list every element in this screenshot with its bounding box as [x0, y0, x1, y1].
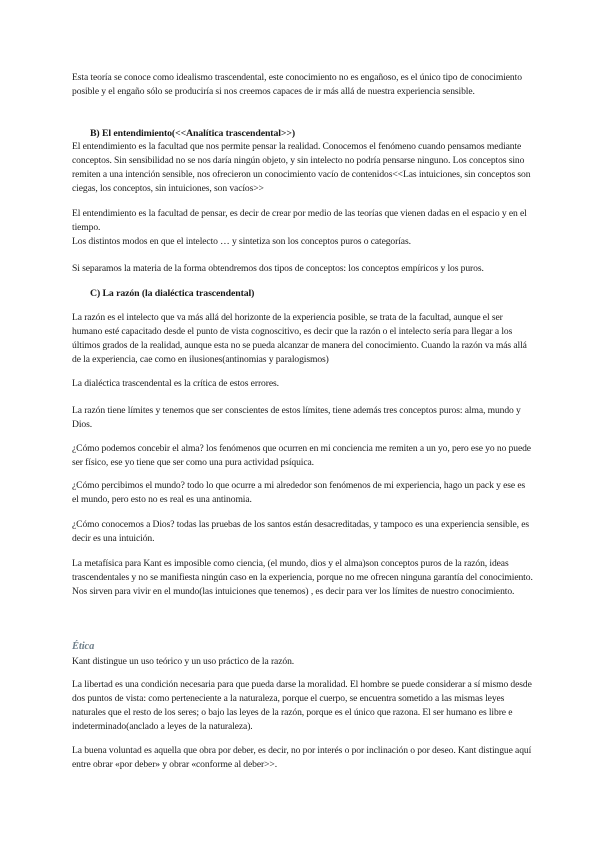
heading-entendimiento: B) El entendimiento(<<Analítica trascendental>>): [90, 128, 296, 139]
paragraph-facultad-pensar: El entendimiento es la facultad de pensar, es decir de crear por medio de las teorías que vienen dadas en el espacio y en el tiempo.: [72, 208, 527, 233]
paragraph-buena-voluntad: La buena voluntad es aquella que obra por deber, es decir, no por interés o por inclinación o por deseo. Kant distingue aquí entre obrar «por deber» y obrar «conforme al deber>>.: [72, 745, 532, 770]
paragraph-libertad: La libertad es una condición necesaria para que pueda darse la moralidad. El hombre se puede considerar a sí mismo desde dos puntos de vista: como perteneciente a la naturaleza, porque el cuerpo, se encuentra sometido a las mismas leyes naturales que el resto de los seres; o bajo las leyes de la razón, porque es el único que razona. El ser humano es libre e indeterminado(anclado a leyes de la naturaleza).: [72, 679, 532, 732]
paragraph-tipos-conceptos: Si separamos la materia de la forma obtendremos dos tipos de conceptos: los conceptos empíricos y los puros.: [72, 263, 484, 274]
paragraph-razon: La razón es el intelecto que va más allá del horizonte de la experiencia posible, se trata de la facultad, aunque el ser humano esté capacitado desde el punto de vista cognoscitivo, es decir que la razón o el intelecto sería para llegar a los últimos grados de la realidad, aunque esta no se pueda alcanzar de manera del conocimiento. Cuando la razón va más allá de la experiencia, cae como en ilusiones(antinomias y paralogismos): [72, 312, 527, 365]
paragraph-entendimiento: El entendimiento es la facultad que nos permite pensar la realidad. Conocemos el fenómeno cuando pensamos mediante conceptos. Sin sensibilidad no se nos daría ningún objeto, y sin intelecto no podría pensarse ninguno. Los conceptos sino remiten a una intención sensible, nos ofrecieron un conocimiento vacío de contenidos<<Las intuiciones, sin conceptos son ciegas, los conceptos, sin intuiciones, son vacíos>>: [72, 141, 531, 194]
paragraph-metafisica: La metafísica para Kant es imposible como ciencia, (el mundo, dios y el alma)son conceptos puros de la razón, ideas trascendentales y no se manifiesta ningún caso en la experiencia, porque no me ofrecen ninguna garantía del conocimiento. Nos sirven para vivir en el mundo(las intuiciones que tenemos) , es decir para ver los límites de nuestro conocimiento.: [72, 558, 533, 597]
heading-etica: Ética: [72, 641, 95, 652]
paragraph-dios: ¿Cómo conocemos a Dios? todas las pruebas de los santos están desacreditadas, y tampoco es una experiencia sensible, es decir es una intuición.: [72, 519, 529, 544]
paragraph-mundo: ¿Cómo percibimos el mundo? todo lo que ocurre a mi alrededor son fenómenos de mi experiencia, hago un pack y ese es el mundo, pero esto no es real es una antinomia.: [72, 480, 526, 505]
paragraph-dialectica: La dialéctica trascendental es la crítica de estos errores.: [72, 378, 279, 389]
paragraph-usos-razon: Kant distingue un uso teórico y un uso práctico de la razón.: [72, 656, 295, 667]
paragraph-categorias: Los distintos modos en que el intelecto … y sintetiza son los conceptos puros o categorías.: [72, 236, 411, 247]
heading-razon: C) La razón (la dialéctica trascendental): [90, 288, 255, 299]
paragraph-limites: La razón tiene límites y tenemos que ser conscientes de estos límites, tiene además tres conceptos puros: alma, mundo y Dios.: [72, 405, 521, 430]
paragraph-idealismo: Esta teoría se conoce como idealismo trascendental, este conocimiento no es engañoso, es el único tipo de conocimiento posible y el engaño sólo se produciría si nos creemos capaces de ir más allá de nuestra experiencia sensible.: [72, 72, 522, 97]
paragraph-alma: ¿Cómo podemos concebir el alma? los fenómenos que ocurren en mi conciencia me remiten a un yo, pero ese yo no puede ser físico, ese yo tiene que ser como una pura actividad psíquica.: [72, 443, 531, 468]
